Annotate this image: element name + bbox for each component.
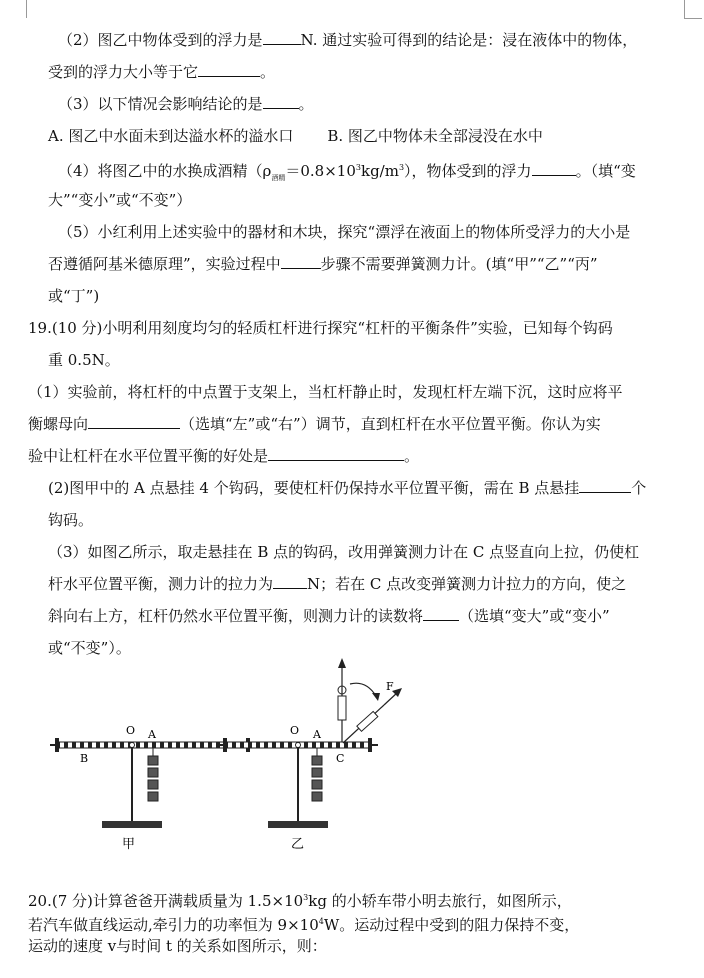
q19-head-b: 重 0.5N。 — [48, 351, 120, 369]
q18-part3-line — [58, 94, 314, 114]
q18-p4-text-f: 大”“变小”或“不变”） — [48, 191, 192, 209]
q18-p2-text-a: （2）图乙中物体受到的浮力是 — [58, 31, 263, 49]
q19-p1-text-e: 。 — [404, 447, 420, 465]
q18-part2-line2 — [48, 62, 275, 82]
support-base-yi — [268, 821, 328, 828]
q19-p3-text-e: （选填“变大”或“变小” — [459, 607, 610, 625]
support-base-jia — [102, 821, 162, 828]
q19-p1-text-c: （选填“左”或“右”）调节，直到杠杆在水平位置平衡。你认为实 — [180, 415, 601, 433]
weight-1-jia — [148, 756, 158, 765]
q20-l1-a: 20.(7 分)计算爸爸开满载质量为 1.5×10 — [28, 892, 304, 910]
label-a-yi: A — [313, 728, 321, 741]
q18-option-b: B. 图乙中物体未全部浸没在水中 — [327, 127, 543, 145]
q19-p3-text-c: N；若在 C 点改变弹簧测力计拉力的方向，使之 — [307, 575, 627, 593]
label-c-yi: C — [336, 752, 345, 765]
q18-p2-text-d: 。 — [260, 63, 276, 81]
weight-2-jia — [148, 768, 158, 777]
q19-part1-line1 — [28, 382, 623, 402]
q20-l3: 运动的速度 v与时间 t 的关系如图所示，则： — [28, 937, 327, 955]
pivot-o-yi — [296, 743, 301, 748]
q20-l2-sup: 4 — [318, 917, 324, 926]
q18-option-a: A. 图乙中水面未到达溢水杯的溢水口 — [48, 127, 294, 145]
weight-3-jia — [148, 780, 158, 789]
q19-p2-blank[interactable] — [579, 478, 631, 493]
label-a-jia: A — [148, 728, 156, 741]
vertical-spring-scale — [338, 696, 346, 720]
q20-line2 — [28, 912, 579, 935]
q19-head-a: 19.(10 分)小明利用刻度均匀的轻质杠杆进行探究“杠杆的平衡条件”实验，已知每个钩码 — [28, 319, 613, 337]
rotation-arrow — [350, 683, 376, 696]
weight-3-yi — [312, 780, 322, 789]
q19-p3-text-f: 或“不变”）。 — [48, 639, 131, 657]
q19-p2-text-a: (2)图甲中的 A 点悬挂 4 个钩码，要使杠杆仍保持水平位置平衡，需在 B 点悬挂 — [48, 479, 580, 497]
q18-p3-blank[interactable] — [263, 94, 299, 109]
balance-nut-left-jia — [55, 738, 59, 752]
lever-figure — [0, 650, 704, 860]
q18-p4-text-e: 。（填“变 — [575, 162, 636, 180]
q19-part3-line3 — [48, 606, 610, 626]
q18-p5-text-a: （5）小红利用上述实验中的器材和木块，探究“漂浮在液面上的物体所受浮力的大小是 — [58, 223, 631, 241]
q18-options-line — [48, 126, 543, 146]
caption-yi: 乙 — [291, 837, 305, 852]
q18-p5-text-d: 或“丁”) — [48, 287, 100, 305]
q18-p5-text-c: 步骤不需要弹簧测力计。(填“甲”“乙”“丙” — [320, 255, 598, 273]
corner-mark-right-h — [684, 18, 702, 19]
weight-1-yi — [312, 756, 322, 765]
q18-part5-line2 — [48, 254, 598, 274]
q18-p2-blank-buoyancy[interactable] — [263, 30, 301, 45]
caption-jia: 甲 — [122, 837, 136, 852]
q18-p2-text-b: N. 通过实验可得到的结论是：浸在液体中的物体， — [300, 31, 638, 49]
corner-mark-right-v — [684, 0, 685, 18]
q19-p3-text-d: 斜向右上方，杠杆仍然水平位置平衡，则测力计的读数将 — [48, 607, 424, 625]
q18-p5-text-b: 否遵循阿基米德原理”，实验过程中 — [48, 255, 281, 273]
q20-line1 — [28, 888, 572, 911]
q20-l1-sup: 3 — [303, 893, 309, 902]
slanted-spring-scale — [357, 711, 378, 731]
q19-part2-line1 — [48, 478, 646, 498]
q19-p1-text-b: 衡螺母向 — [28, 415, 89, 433]
q19-p3-blank-reading[interactable] — [423, 606, 459, 621]
balance-nut-right-yi — [368, 738, 372, 752]
weight-2-yi — [312, 768, 322, 777]
label-b-jia: B — [80, 752, 89, 765]
pivot-o-jia — [130, 743, 135, 748]
q19-heading-line2 — [48, 350, 120, 370]
q20-line3 — [28, 936, 327, 956]
q18-p3-text-b: 。 — [298, 95, 314, 113]
q18-p4-text-b: ＝0.8×10 — [285, 162, 356, 180]
label-o-jia: O — [126, 724, 136, 737]
q18-p4-text-a: （4）将图乙中的水换成酒精（ρ — [58, 162, 272, 180]
lever-diagram-yi — [218, 658, 402, 852]
q19-part1-line3 — [28, 446, 419, 466]
q18-part2-line1 — [58, 30, 637, 50]
rotation-arrowhead — [372, 693, 380, 701]
corner-mark-left — [26, 0, 27, 18]
q19-p1-blank-benefit[interactable] — [268, 446, 404, 461]
q18-p4-blank[interactable] — [532, 161, 576, 176]
q20-l2-b: W。运动过程中受到的阻力保持不变， — [323, 916, 580, 934]
q19-p2-text-b: 个 — [631, 479, 647, 497]
q18-p2-blank-conclusion[interactable] — [198, 62, 260, 77]
q19-p1-text-d: 验中让杠杆在水平位置平衡的好处是 — [28, 447, 269, 465]
q18-p4-sub: 酒精 — [271, 174, 286, 182]
q18-p4-text-c: kg/m — [360, 162, 399, 180]
q18-p5-blank[interactable] — [281, 254, 321, 269]
q19-p3-text-b: 杆水平位置平衡，测力计的拉力为 — [48, 575, 274, 593]
q18-p4-sup: 3 — [355, 163, 361, 172]
q18-part5-line3 — [48, 286, 99, 306]
q19-p1-text-a: （1）实验前，将杠杆的中点置于支架上，当杠杆静止时，发现杠杆左端下沉，这时应将平 — [28, 383, 623, 401]
q18-p2-text-c: 受到的浮力大小等于它 — [48, 63, 199, 81]
q19-part1-line2 — [28, 414, 601, 434]
q19-part2-line2 — [48, 510, 93, 530]
vertical-scale-arrowhead — [338, 658, 346, 668]
label-o-yi: O — [290, 724, 300, 737]
q19-p3-blank-force[interactable] — [273, 574, 307, 589]
q19-part3-line1 — [48, 542, 639, 562]
q20-l2-a: 若汽车做直线运动,牵引力的功率恒为 9×10 — [28, 916, 319, 934]
q20-l1-b: kg 的小轿车带小明去旅行，如图所示， — [308, 892, 572, 910]
q19-part3-line2 — [48, 574, 626, 594]
q18-part4-line2 — [48, 190, 191, 210]
q18-p3-text-a: （3）以下情况会影响结论的是 — [58, 95, 263, 113]
q18-part4-line1 — [58, 158, 636, 188]
weight-4-jia — [148, 792, 158, 801]
weight-4-yi — [312, 792, 322, 801]
q19-p2-text-c: 钩码。 — [48, 511, 94, 529]
q19-heading-line1 — [28, 318, 613, 338]
q18-part5-line1 — [58, 222, 630, 242]
balance-nut-left-yi — [223, 738, 227, 752]
q18-p4-text-d: ），物体受到的浮力 — [404, 162, 532, 180]
q18-p4-sup2: 3 — [398, 163, 405, 172]
label-f: F — [386, 680, 394, 693]
q19-p3-text-a: （3）如图乙所示，取走悬挂在 B 点的钩码，改用弹簧测力计在 C 点竖直向上拉，仍使杠 — [48, 543, 640, 561]
q19-p1-blank-direction[interactable] — [88, 414, 180, 429]
